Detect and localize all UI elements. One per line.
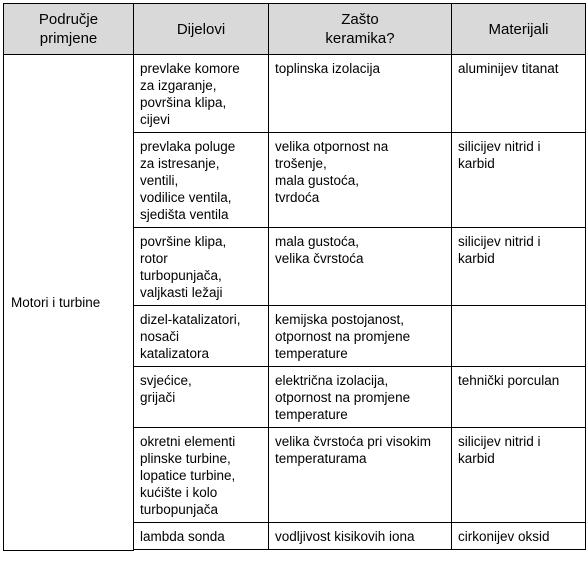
why-cell: toplinska izolacija (269, 55, 452, 133)
header-why-ceramics: Zašto keramika? (269, 4, 452, 55)
parts-cell: lambda sonda (134, 523, 269, 550)
header-parts: Dijelovi (134, 4, 269, 55)
parts-cell: okretni elementi plinske turbine, lopatice turbine, kućište i kolo turbopunjača (134, 428, 269, 523)
why-cell: kemijska postojanost, otpornost na promjene temperature (269, 306, 452, 367)
why-cell: električna izolacija, otpornost na promjene temperature (269, 367, 452, 428)
table-row (4, 55, 586, 133)
why-cell: velika čvrstoća pri visokim temperaturama (269, 428, 452, 523)
materials-cell: tehnički porculan (452, 367, 586, 428)
parts-cell: svjećice, grijači (134, 367, 269, 428)
parts-cell-empty (134, 550, 269, 551)
header-materials: Materijali (452, 4, 586, 55)
materials-cell: silicijev nitrid i karbid (452, 133, 586, 228)
parts-cell: površine klipa, rotor turbopunjača, valjkasti ležaji (134, 228, 269, 306)
why-cell-empty (269, 550, 452, 551)
header-row (4, 4, 586, 55)
parts-cell: prevlake komore za izgaranje, površina klipa, cijevi (134, 55, 269, 133)
materials-cell-empty (452, 550, 586, 551)
why-cell: vodljivost kisikovih iona (269, 523, 452, 550)
header-application: Područje primjene (4, 4, 134, 55)
parts-cell: prevlaka poluge za istresanje, ventili, vodilice ventila, sjedišta ventila (134, 133, 269, 228)
materials-cell: silicijev nitrid i karbid (452, 228, 586, 306)
parts-cell: dizel-katalizatori, nosači katalizatora (134, 306, 269, 367)
materials-cell: silicijev nitrid i karbid (452, 428, 586, 523)
materials-cell (452, 306, 586, 367)
ceramics-table (3, 3, 586, 551)
why-cell: mala gustoća, velika čvrstoća (269, 228, 452, 306)
application-cell: Motori i turbine (4, 55, 134, 551)
materials-cell: cirkonijev oksid (452, 523, 586, 550)
materials-cell: aluminijev titanat (452, 55, 586, 133)
why-cell: velika otpornost na trošenje, mala gustoća, tvrdoća (269, 133, 452, 228)
